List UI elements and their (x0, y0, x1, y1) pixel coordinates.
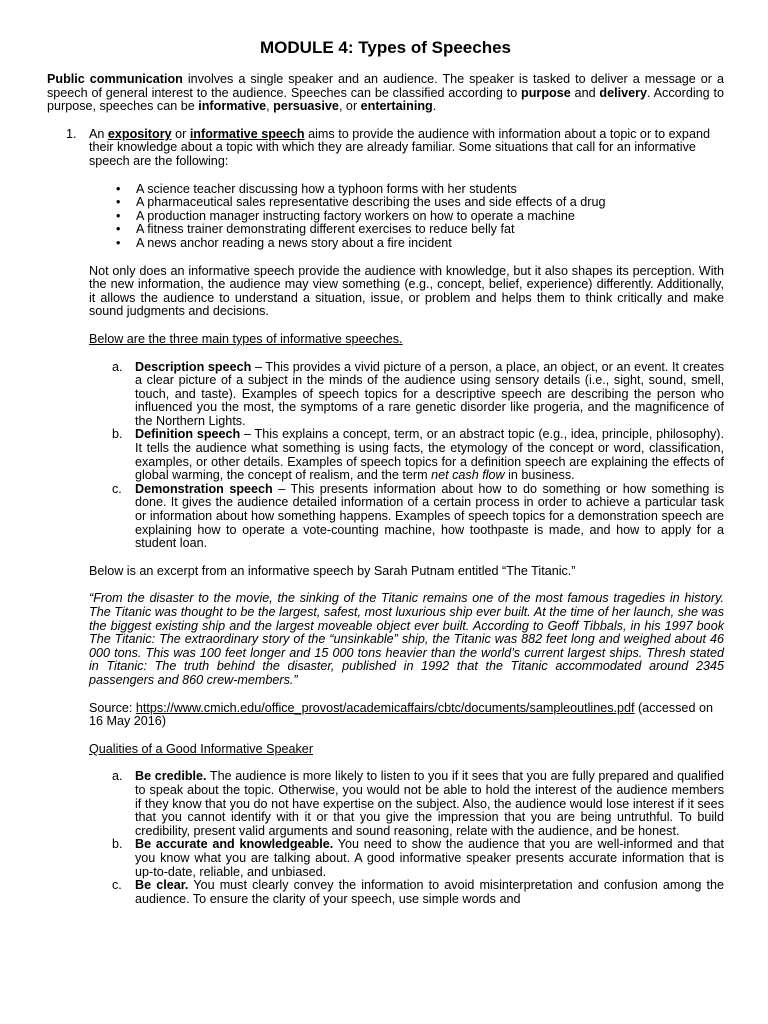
source-label: Source: (89, 700, 136, 715)
source-link[interactable]: https://www.cmich.edu/office_provost/academicaffairs/cbtc/documents/sampleoutlines.pdf (135, 700, 635, 715)
term-informative: informative (198, 99, 267, 114)
list-item-text: – This presents information about how to do something or how something is done. It gives the audience detailed information of a certain process in order to achieve a particular task or information about how something happens. Examples of speech topics for a demonstration speech are explaining how to operate a vote-counting machine, how toothpaste is made, and how to apply for a student loan. (135, 481, 725, 551)
situations-list (89, 183, 724, 251)
list-item-text: A fitness trainer demonstrating different exercises to reduce belly fat (136, 222, 515, 237)
list-item-text: You must clearly convey the information to avoid misinterpretation and confusion among the audience. To ensure the clarity of your speech, use simple words and (135, 878, 724, 906)
item-text: aims to provide the audience with information about a topic or to expand their knowledge about a topic with which they are already familiar. Some situations that call for an informative speech are the following: (89, 126, 710, 168)
intro-text: involves a single speaker and an audience. The speaker is tasked to deliver a message or a speech of general interest to the audience. Speeches can be classified according to (47, 72, 725, 100)
term-be-credible: Be credible. (135, 769, 207, 784)
item-text: An (89, 126, 108, 141)
list-item-description-speech (89, 361, 724, 429)
list-item-text: – This provides a vivid picture of a person, a place, an object, or an event. It creates a clear picture of a subject in the minds of the audience using sensory details (i.e., sight, sound, smell, touch, and taste). Examples of speech topics for a descriptive speech are describing the person who influenced you the most, the symptoms of a rare genetic disorder like progeria, and the magnificence of the Northern Lights. (135, 359, 724, 428)
intro-text: . According to purpose, speeches can be (47, 85, 724, 114)
list-letter: b. (112, 837, 123, 852)
bullet-icon: • (116, 208, 121, 223)
list-number: 1. (66, 126, 77, 141)
page-title: MODULE 4: Types of Speeches (260, 38, 511, 57)
numbered-item-body (89, 128, 724, 921)
list-item-body (135, 879, 724, 906)
list-item-demonstration-speech (89, 483, 724, 551)
qualities-heading: Qualities of a Good Informative Speaker (89, 741, 314, 756)
perception-paragraph: Not only does an informative speech provide the audience with knowledge, but it also shapes its perception. With the new information, the audience may view something (e.g., concept, belief, experience) differently. Additionally, it allows the audience to understand a situation, issue, or problem and helps them to think critically and make sound judgments and decisions. (89, 263, 724, 319)
bullet-icon: • (116, 235, 121, 250)
list-letter: c. (112, 481, 122, 496)
list-item-text: You need to show the audience that you are well-informed and that you know what you are talking about. A good informative speaker presents accurate information that is up-to-date, reliable, and unbiased. (135, 837, 724, 879)
term-description-speech: Description speech (135, 359, 252, 374)
term-delivery: delivery (599, 85, 648, 100)
types-heading: Below are the three main types of informative speeches. (89, 331, 403, 346)
list-item-text: A news anchor reading a news story about a fire incident (136, 235, 452, 250)
term-public-communication: Public communication (47, 72, 183, 86)
list-item-be-accurate (89, 838, 724, 879)
titanic-quote: “From the disaster to the movie, the sinking of the Titanic remains one of the most famous tragedies in history. The Titanic was thought to be the largest, safest, most luxurious ship ever built. At the time of her launch, she was the biggest existing ship and the largest moveable object ever built. According to Geoff Tibbals, in his 1997 book The Titanic: The extraordinary story of the “unsinkable” ship, the Titanic was 882 feet long and weighed about 46 000 tons. This was 100 feet longer and 15 000 tons heavier than the world’s current largest ships. Thresh stated in Titanic: The truth behind the disaster, published in 1992 that the Titanic accommodated around 2345 passengers and 860 crew-members.” (89, 591, 724, 687)
list-item-body (135, 361, 724, 429)
item-text: or (171, 126, 190, 141)
term-purpose: purpose (521, 85, 571, 100)
list-item-be-clear (89, 879, 724, 906)
list-item-be-credible (89, 770, 724, 838)
list-item (116, 196, 724, 210)
term-persuasive: persuasive (273, 99, 339, 114)
list-item-text: A production manager instructing factory workers on how to operate a machine (136, 208, 575, 223)
intro-paragraph (47, 73, 724, 114)
list-item-body (135, 428, 724, 482)
bullet-icon: • (116, 195, 121, 210)
list-item-text: The audience is more likely to listen to you if it sees that you are fully prepared and qualified to speak about the topic. Otherwise, you would not be able to hold the interest of the audience members if they know that you do not have expertise on the subject. Also, the audience would lose interest if it sees that you cannot identify with it or that you give the impression that you are being untruthful. To build credibility, present valid arguments and sound reasoning, relate with the audience, and be honest. (135, 769, 724, 838)
informative-definition (89, 128, 724, 169)
list-item-text: A science teacher discussing how a typhoon forms with her students (136, 181, 517, 196)
speech-types-list (89, 361, 724, 551)
bullet-icon: • (116, 222, 121, 237)
bullet-icon: • (116, 181, 121, 196)
term-definition-speech: Definition speech (135, 427, 241, 442)
list-item (116, 223, 724, 237)
source-citation (89, 702, 724, 729)
qualities-list (89, 770, 724, 906)
list-item-text: – This explains a concept, term, or an abstract topic (e.g., idea, principle, philosophy). It tells the audience what something is using facts, the etymology of the concept or word, classification, examples, or other details. Examples of speech topics for a definition speech are explaining the effects of global warming, the concept of realism, and the term (135, 427, 724, 483)
intro-text: , or (338, 99, 361, 114)
list-letter: c. (112, 878, 122, 893)
list-letter: b. (112, 427, 123, 442)
term-entertaining: entertaining (360, 99, 433, 114)
list-letter: a. (112, 769, 123, 784)
list-item-body (135, 770, 724, 838)
list-item (116, 210, 724, 224)
intro-text: . (432, 99, 437, 114)
list-item-definition-speech (89, 428, 724, 482)
source-accessed-date: (accessed on 16 May 2016) (89, 700, 713, 729)
term-expository: expository (107, 126, 172, 141)
term-net-cash-flow: net cash flow (431, 468, 505, 483)
list-letter: a. (112, 359, 123, 374)
list-item-text: A pharmaceutical sales representative describing the uses and side effects of a drug (136, 195, 606, 210)
intro-text: and (570, 85, 600, 100)
list-item-body (135, 838, 724, 879)
list-item (116, 237, 724, 251)
term-demonstration-speech: Demonstration speech (135, 481, 273, 496)
intro-text: , (266, 99, 274, 114)
excerpt-intro: Below is an excerpt from an informative speech by Sarah Putnam entitled “The Titanic.” (89, 563, 576, 578)
numbered-item-1 (47, 128, 724, 921)
term-be-accurate: Be accurate and knowledgeable. (135, 837, 334, 852)
list-item (116, 183, 724, 197)
term-be-clear: Be clear. (135, 878, 189, 893)
list-item-text: in business. (504, 468, 575, 483)
list-item-body (135, 483, 724, 551)
term-informative-speech: informative speech (189, 126, 305, 141)
